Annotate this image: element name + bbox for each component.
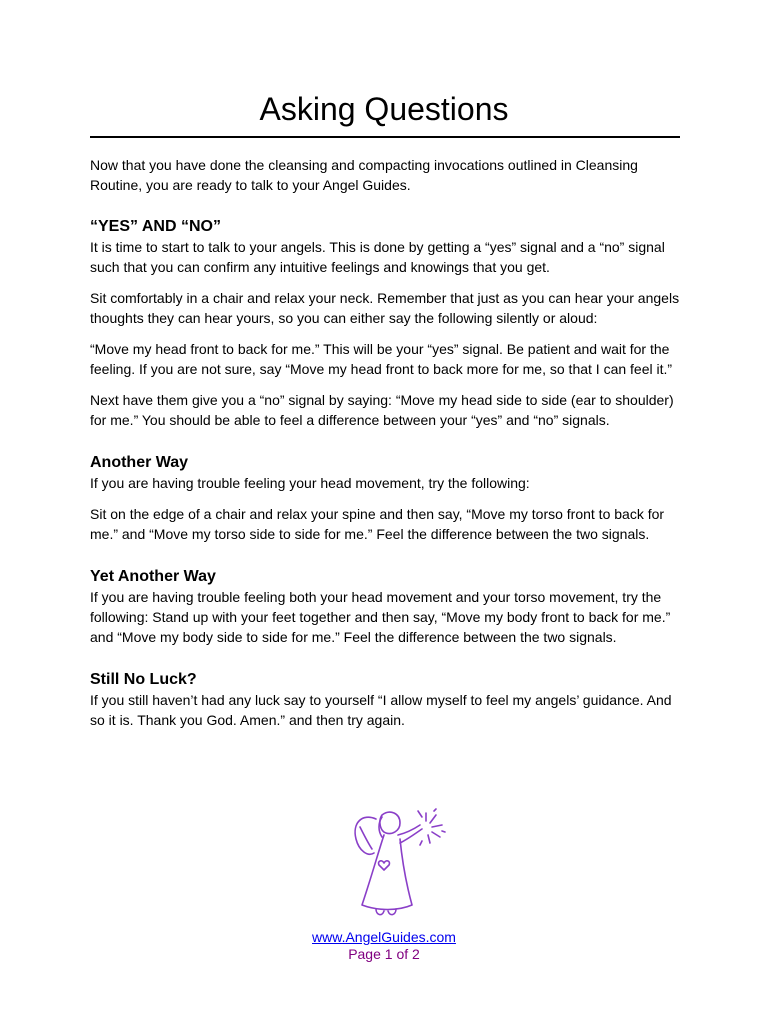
website-link[interactable]: www.AngelGuides.com bbox=[312, 929, 456, 945]
angel-icon bbox=[342, 805, 448, 921]
section-heading: “YES” AND “NO” bbox=[90, 218, 221, 235]
document-body bbox=[90, 155, 680, 741]
section-yet-another-way bbox=[90, 567, 680, 647]
section-heading: Another Way bbox=[90, 454, 189, 471]
section-paragraph: Sit on the edge of a chair and relax your spine and then say, “Move my torso front to back for me.” and “Move my torso side to side for me.” Feel the difference between the two signals. bbox=[90, 506, 665, 542]
section-yes-no bbox=[90, 217, 680, 430]
section-paragraph: Next have them give you a “no” signal by saying: “Move my head side to side (ear to shoulder) for me.” You should be able to feel a difference between your “yes” and “no” signals. bbox=[90, 392, 674, 428]
section-heading: Still No Luck? bbox=[90, 671, 197, 688]
section-still-no-luck bbox=[90, 670, 680, 730]
section-paragraph: Sit comfortably in a chair and relax your neck. Remember that just as you can hear your angels thoughts they can hear yours, so you can either say the following silently or aloud: bbox=[90, 290, 680, 326]
section-heading: Yet Another Way bbox=[90, 568, 216, 585]
title-divider bbox=[90, 136, 680, 138]
section-paragraph: It is time to start to talk to your angels. This is done by getting a “yes” signal and a “no” signal such that you can confirm any intuitive feelings and knowings that you get. bbox=[90, 239, 665, 275]
section-paragraph: If you are having trouble feeling your head movement, try the following: bbox=[90, 475, 530, 491]
section-paragraph: If you still haven’t had any luck say to yourself “I allow myself to feel my angels’ guidance. And so it is. Thank you God. Amen.” and then try again. bbox=[90, 692, 672, 728]
section-paragraph: “Move my head front to back for me.” This will be your “yes” signal. Be patient and wait for the feeling. If you are not sure, say “Move my head front to back more for me, so that I can feel it.” bbox=[90, 341, 673, 377]
section-another-way bbox=[90, 453, 680, 544]
intro-paragraph: Now that you have done the cleansing and compacting invocations outlined in Cleansing Routine, you are ready to talk to your Angel Guides. bbox=[90, 157, 638, 193]
page-number: Page 1 of 2 bbox=[348, 946, 420, 962]
section-paragraph: If you are having trouble feeling both your head movement and your torso movement, try the following: Stand up with your feet together and then say, “Move my body front to back for me.” and “Move my body side to side for me.” Feel the difference between the two signals. bbox=[90, 589, 671, 645]
page-title: Asking Questions bbox=[259, 91, 509, 127]
